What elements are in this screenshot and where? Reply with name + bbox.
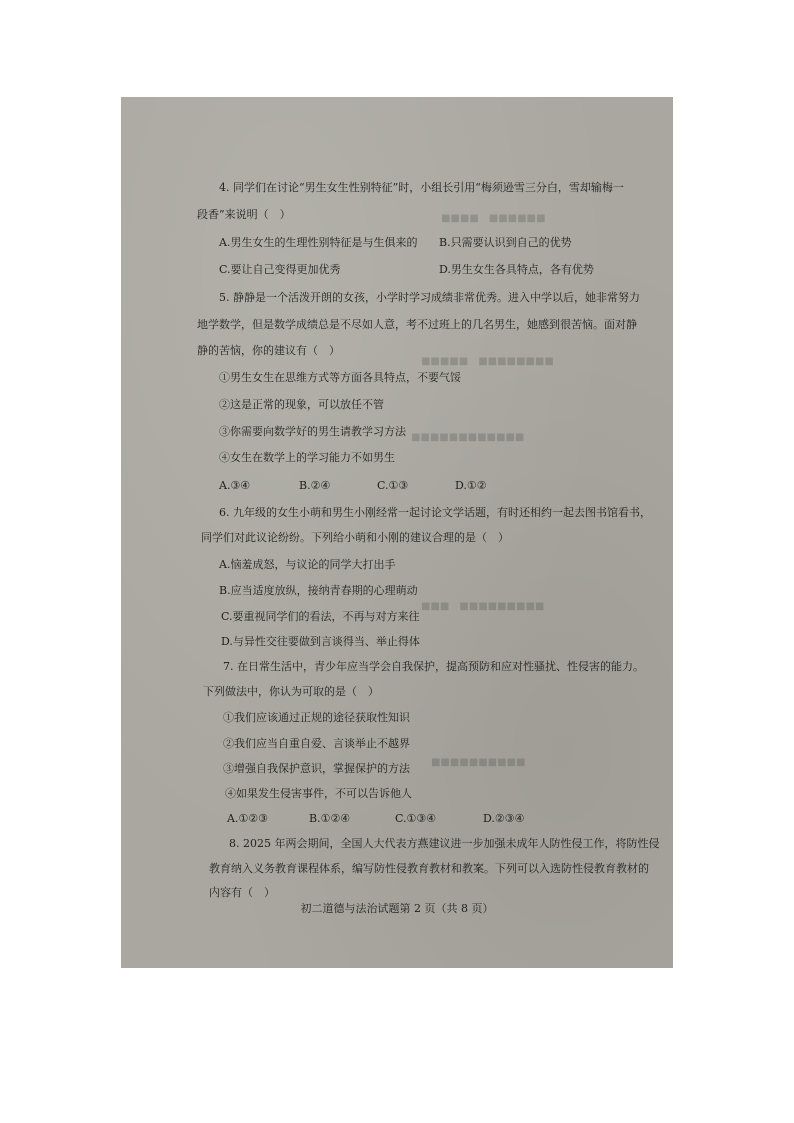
q5-item-2: ②这是正常的现象，可以放任不管 <box>219 398 384 411</box>
q7-stem-line-1: 7. 在日常生活中，青少年应当学会自我保护，提高预防和应对性骚扰、性侵害的能力。 <box>223 660 644 673</box>
q6-option-d: D.与异性交往要做到言谈得当、举止得体 <box>221 635 420 648</box>
q5-item-1: ①男生女生在思维方式等方面各具特点，不要气馁 <box>219 371 461 384</box>
q7-option-b: B.①②④ <box>309 812 351 825</box>
q5-stem-line-2: 地学数学，但是数学成绩总是不尽如人意，考不过班上的几名男生，她感到很苦恼。面对静 <box>197 318 637 331</box>
bleed-through-shadow: ■■■■■■■■ ■■■■■ <box>421 356 554 367</box>
q5-item-3: ③你需要向数学好的男生请教学习方法 <box>219 425 406 438</box>
q6-option-c: C.要重视同学们的看法，不再与对方来往 <box>221 610 420 623</box>
bleed-through-shadow: ■■■■■■■■■■■■ <box>411 432 525 443</box>
q7-stem-line-2: 下列做法中，你认为可取的是（ ） <box>203 685 379 698</box>
q5-stem-line-1: 5. 静静是一个活泼开朗的女孩，小学时学习成绩非常优秀。进入中学以后，她非常努力 <box>219 291 640 304</box>
q7-item-2: ②我们应当自重自爱、言谈举止不越界 <box>223 737 410 750</box>
q6-option-b: B.应当适度放纵，接纳青春期的心理萌动 <box>219 584 418 597</box>
q6-option-a: A.恼羞成怒，与议论的同学大打出手 <box>219 558 396 571</box>
q4-option-c: C.要让自己变得更加优秀 <box>219 263 341 276</box>
q7-item-3: ③增强自我保护意识，掌握保护的方法 <box>223 762 410 775</box>
q5-item-4: ④女生在数学上的学习能力不如男生 <box>219 451 395 464</box>
q8-stem-line-1: 8. 2025 年两会期间，全国人大代表方燕建议进一步加强未成年人防性侵工作，将防性侵 <box>229 837 660 850</box>
q7-item-4: ④如果发生侵害事件，不可以告诉他人 <box>225 787 412 800</box>
q6-stem-line-2: 同学们对此议论纷纷。下列给小萌和小刚的建议合理的是（ ） <box>201 531 509 544</box>
bleed-through-shadow: ■■■■■■ ■■■■ <box>441 213 546 224</box>
q5-stem-line-3: 静的苦恼，你的建议有（ ） <box>197 344 340 357</box>
q4-option-a: A.男生女生的生理性别特征是与生俱来的 <box>219 236 418 249</box>
q7-option-a: A.①②③ <box>227 812 269 825</box>
exam-page-photo <box>121 97 673 968</box>
q4-option-d: D.男生女生各具特点，各有优势 <box>439 263 594 276</box>
q4-stem-line-1: 4. 同学们在讨论“男生女生性别特征”时，小组长引用“梅须逊雪三分白，雪却输梅一 <box>219 181 624 194</box>
page-footer: 初二道德与法治试题第 2 页（共 8 页） <box>300 902 494 915</box>
q7-option-d: D.②③④ <box>483 812 525 825</box>
q5-option-b: B.②④ <box>299 479 331 492</box>
bleed-through-shadow: ■■■■■■■■■ ■■■ <box>421 601 545 612</box>
bleed-through-shadow: ■■■■■■■■■■ <box>431 757 526 768</box>
q4-stem-line-2: 段香”来说明（ ） <box>197 208 291 221</box>
q5-option-c: C.①③ <box>377 479 409 492</box>
q8-stem-line-2: 教育纳入义务教育课程体系，编写防性侵教育教材和教案。下列可以入选防性侵教育教材的 <box>209 862 649 875</box>
q8-stem-line-3: 内容有（ ） <box>209 886 275 899</box>
q7-option-c: C.①③④ <box>395 812 437 825</box>
q7-item-1: ①我们应该通过正规的途径获取性知识 <box>223 711 410 724</box>
q4-option-b: B.只需要认识到自己的优势 <box>439 236 572 249</box>
q5-option-a: A.③④ <box>219 479 251 492</box>
q5-option-d: D.①② <box>455 479 487 492</box>
q6-stem-line-1: 6. 九年级的女生小萌和男生小刚经常一起讨论文学话题，有时还相约一起去图书馆看书， <box>219 506 651 519</box>
